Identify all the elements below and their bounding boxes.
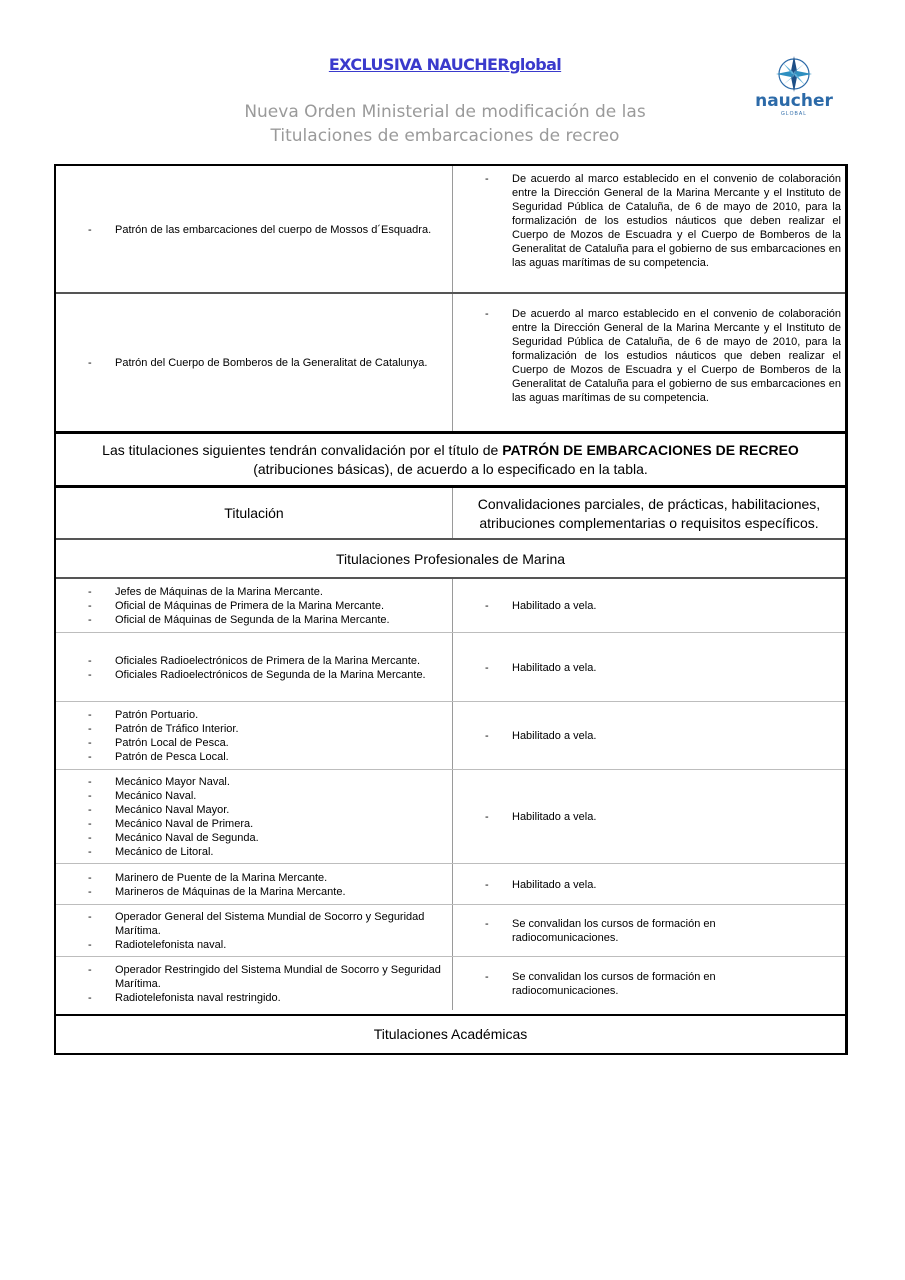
list-item: - Se convalidan los cursos de formación en radiocomunicaciones. (453, 970, 745, 998)
table-row-convalidacion (453, 957, 845, 1010)
table-row-titles (56, 702, 452, 770)
exclusiva-link[interactable]: EXCLUSIVA NAUCHERglobal (328, 55, 562, 74)
list-item: - Mecánico Mayor Naval. (56, 775, 259, 789)
list-item: - Mecánico Naval Mayor. (56, 803, 259, 817)
column-header-titulacion: Titulación (224, 505, 284, 521)
list-item: - Patrón de Pesca Local. (56, 750, 239, 764)
logo-wordmark: naucher (755, 91, 833, 111)
list-item: - Habilitado a vela. (453, 599, 596, 613)
table-row-mossos-detail (453, 172, 845, 287)
table-row-titles (56, 770, 452, 864)
list-item: - Patrón Portuario. (56, 708, 239, 722)
table-row-convalidacion (453, 633, 845, 702)
table-row-convalidacion (453, 864, 845, 905)
list-item: - Jefes de Máquinas de la Marina Mercante. (56, 585, 390, 599)
table-row-bomberos-title (56, 294, 452, 432)
list-item: - De acuerdo al marco establecido en el convenio de colaboración entre la Dirección General de la Marina Mercante y el Instituto de Seguridad Pública de Cataluña, de 6 de mayo de 2010, para la formalización de los estudios náuticos que deben realizar el Cuerpo de Mozos de Escuadra y el Cuerpo de Bomberos de la Generalitat de Cataluña para el gobierno de sus embarcaciones en las aguas marítimas de su competencia. (453, 172, 841, 270)
list-item: - Mecánico Naval. (56, 789, 259, 803)
list-item: - Marineros de Máquinas de la Marina Mercante. (56, 885, 346, 899)
table-row-convalidacion (453, 905, 845, 957)
subtitle-line-2: Titulaciones de embarcaciones de recreo (270, 126, 620, 146)
table-row-convalidacion (453, 770, 845, 864)
table-row-titles (56, 864, 452, 905)
table-row-titles (56, 957, 452, 1010)
logo-subtext: GLOBAL (780, 111, 807, 117)
list-item: - Mecánico Naval de Primera. (56, 817, 259, 831)
titulaciones-table (54, 164, 848, 1055)
list-item: - Marinero de Puente de la Marina Mercante. (56, 871, 346, 885)
table-row-titles (56, 905, 452, 957)
section-profesionales: Titulaciones Profesionales de Marina (335, 550, 566, 567)
list-item: - Patrón de las embarcaciones del cuerpo de Mossos d´Esquadra. (56, 223, 431, 237)
list-item: - Mecánico Naval de Segunda. (56, 831, 259, 845)
compass-rose-icon (773, 55, 815, 93)
subtitle-line-1: Nueva Orden Ministerial de modificación de las (244, 102, 646, 122)
naucher-logo (752, 55, 836, 119)
list-item: - Habilitado a vela. (453, 661, 596, 675)
column-header-convalidaciones: Convalidaciones parciales, de prácticas, habilitaciones, atribuciones complementarias o requisitos específicos. (477, 495, 821, 531)
table-row-mossos-title (56, 166, 452, 293)
list-item: - Se convalidan los cursos de formación en radiocomunicaciones. (453, 917, 745, 945)
list-item: - Habilitado a vela. (453, 729, 596, 743)
list-item: - Radiotelefonista naval. (56, 938, 452, 952)
section-academicas: Titulaciones Académicas (373, 1026, 528, 1042)
list-item: - Habilitado a vela. (453, 810, 596, 824)
list-item: - Patrón Local de Pesca. (56, 736, 239, 750)
list-item: - Oficiales Radioelectrónicos de Primera de la Marina Mercante. (56, 654, 426, 668)
list-item: - De acuerdo al marco establecido en el convenio de colaboración entre la Dirección General de la Marina Mercante y el Instituto de Seguridad Pública de Cataluña, de 6 de mayo de 2010, para la formalización de los estudios náuticos que deben realizar el Cuerpo de Mozos de Escuadra y el Cuerpo de Bomberos de la Generalitat de Cataluña para el gobierno de sus embarcaciones en las aguas marítimas de su competencia. (453, 307, 841, 405)
list-item: - Patrón del Cuerpo de Bomberos de la Generalitat de Catalunya. (56, 356, 427, 370)
intro-title-bold: PATRÓN DE EMBARCACIONES DE RECREO (502, 442, 799, 458)
intro-text: Las titulaciones siguientes tendrán convalidación por el título de PATRÓN DE EMBARCACIONES DE RECREO (atribuciones básicas), de acuerdo a lo especificado en la tabla. (102, 442, 799, 477)
list-item: - Radiotelefonista naval restringido. (56, 991, 452, 1005)
table-row-convalidacion (453, 579, 845, 633)
list-item: - Operador General del Sistema Mundial de Socorro y Seguridad Marítima. (56, 910, 452, 938)
list-item: - Oficial de Máquinas de Primera de la Marina Mercante. (56, 599, 390, 613)
table-row-convalidacion (453, 702, 845, 770)
table-row-titles (56, 579, 452, 633)
list-item: - Habilitado a vela. (453, 878, 596, 892)
list-item: - Patrón de Tráfico Interior. (56, 722, 239, 736)
table-row-bomberos-detail (453, 307, 845, 422)
list-item: - Oficiales Radioelectrónicos de Segunda de la Marina Mercante. (56, 668, 426, 682)
list-item: - Operador Restringido del Sistema Mundial de Socorro y Seguridad Marítima. (56, 963, 452, 991)
table-row-titles (56, 633, 452, 702)
list-item: - Oficial de Máquinas de Segunda de la Marina Mercante. (56, 613, 390, 627)
list-item: - Mecánico de Litoral. (56, 845, 259, 859)
